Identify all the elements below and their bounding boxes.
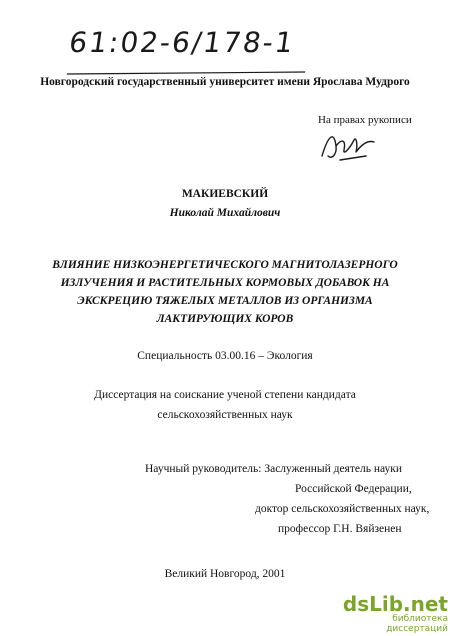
dissertation-title [40, 256, 410, 328]
author-surname: МАКИЕВСКИЙ [181, 188, 269, 200]
supervisor-line: Научный руководитель: Заслуженный деятель науки [145, 463, 402, 475]
handwriting-underline [64, 26, 321, 78]
supervisor-block [145, 459, 430, 539]
supervisor-line: доктор сельскохозяйственных наук, [255, 503, 430, 515]
university-name: Новгородский государственный университет имени Ярослава Мудрого [40, 76, 410, 88]
watermark-subtitle: библиотека диссертаций [386, 614, 448, 634]
title-line: ЛАКТИРУЮЩИХ КОРОВ [156, 313, 294, 325]
signature-icon [318, 126, 378, 166]
supervisor-line: Российской Федерации, [295, 483, 412, 495]
manuscript-note: На правах рукописи [318, 114, 412, 126]
handwritten-catalog-code [64, 26, 321, 78]
degree-line: сельскохозяйственных наук [157, 409, 293, 421]
author-name: Николай Михайлович [169, 207, 281, 219]
city-year: Великий Новгород, 2001 [164, 568, 286, 580]
specialty: Специальность 03.00.16 – Экология [137, 350, 313, 362]
title-line: ВЛИЯНИЕ НИЗКОЭНЕРГЕТИЧЕСКОГО МАГНИТОЛАЗЕРНОГО [52, 259, 398, 271]
title-line: ИЗЛУЧЕНИЯ И РАСТИТЕЛЬНЫХ КОРМОВЫХ ДОБАВОК НА [60, 277, 390, 289]
catalog-code-text: 61:02-6/178-1 [67, 26, 298, 59]
watermark-logo: dsLib.net [342, 592, 448, 616]
degree-line: Диссертация на соискание ученой степени кандидата [94, 389, 356, 401]
degree-statement [0, 385, 450, 425]
supervisor-line: профессор Г.Н. Вяйзенен [278, 523, 402, 535]
watermark [342, 592, 450, 632]
title-line: ЭКСКРЕЦИЮ ТЯЖЕЛЫХ МЕТАЛЛОВ ИЗ ОРГАНИЗМА [77, 295, 373, 307]
